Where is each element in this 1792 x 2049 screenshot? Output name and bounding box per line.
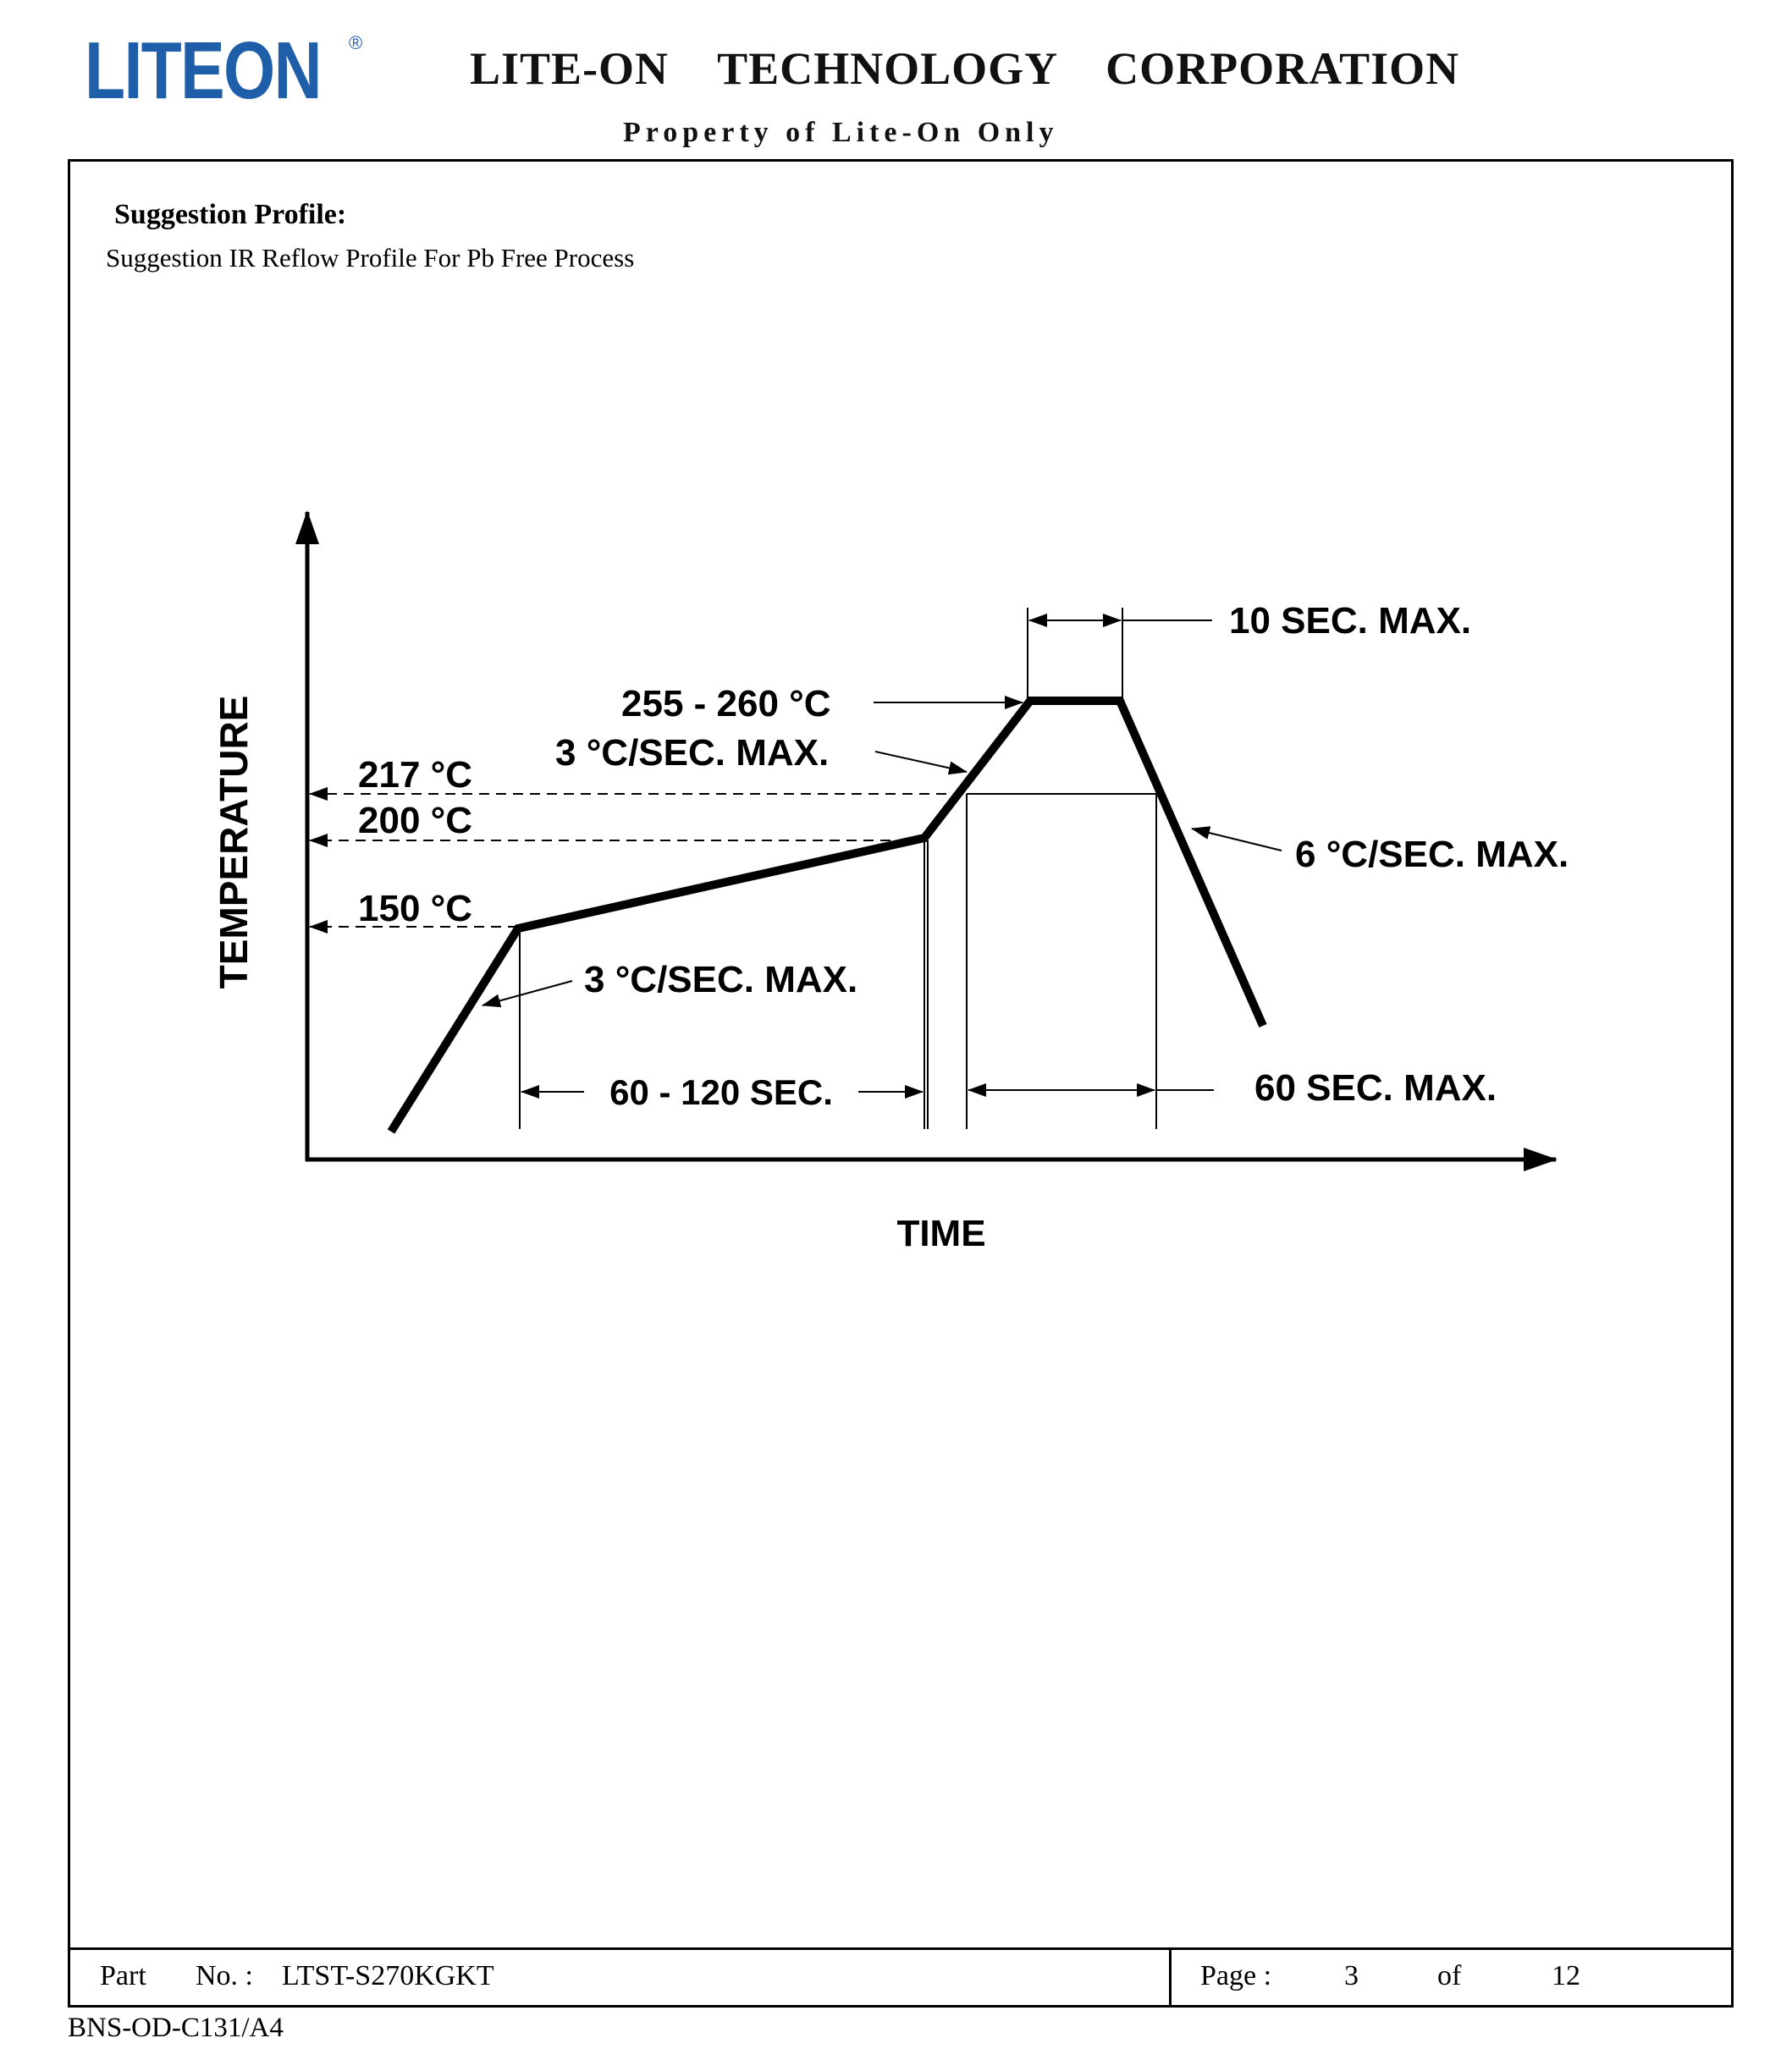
section-subtitle: Suggestion IR Reflow Profile For Pb Free Process <box>106 243 635 273</box>
company-title: LITE-ON TECHNOLOGY CORPORATION <box>470 43 1460 94</box>
initial-ramp-label: 3 °C/SEC. MAX. <box>584 959 858 1000</box>
second-ramp-label: 3 °C/SEC. MAX. <box>555 732 830 774</box>
part-label: Part <box>100 1960 146 1991</box>
cooling-ramp-arrow <box>1192 829 1282 851</box>
page-total: 12 <box>1552 1960 1580 1991</box>
x-axis-label: TIME <box>896 1213 986 1254</box>
page-label: Page : <box>1200 1960 1272 1991</box>
property-notice: Property of Lite-On Only <box>623 117 1059 148</box>
logo-text: LITEON <box>85 25 321 116</box>
initial-ramp-arrow <box>482 981 572 1005</box>
temp-150-label: 150 °C <box>358 888 473 929</box>
temp-200-label: 200 °C <box>358 800 473 841</box>
peak-time-label: 10 SEC. MAX. <box>1229 600 1472 642</box>
page-current: 3 <box>1344 1960 1359 1991</box>
registered-mark: ® <box>349 32 363 53</box>
peak-temp-label: 255 - 260 °C <box>621 683 831 724</box>
liquidus-time-label: 60 SEC. MAX. <box>1254 1067 1497 1109</box>
temp-217-label: 217 °C <box>358 754 473 796</box>
y-axis-label: TEMPERATURE <box>212 695 256 989</box>
part-number: LTST-S270KGKT <box>282 1960 494 1991</box>
cooling-ramp-label: 6 °C/SEC. MAX. <box>1295 834 1569 875</box>
preheat-time-label: 60 - 120 SEC. <box>609 1072 833 1112</box>
page-of: of <box>1437 1960 1462 1991</box>
part-no-label: No. : <box>196 1960 253 1991</box>
second-ramp-arrow <box>875 752 967 772</box>
section-title: Suggestion Profile: <box>114 199 347 230</box>
document-code: BNS-OD-C131/A4 <box>68 2013 284 2043</box>
